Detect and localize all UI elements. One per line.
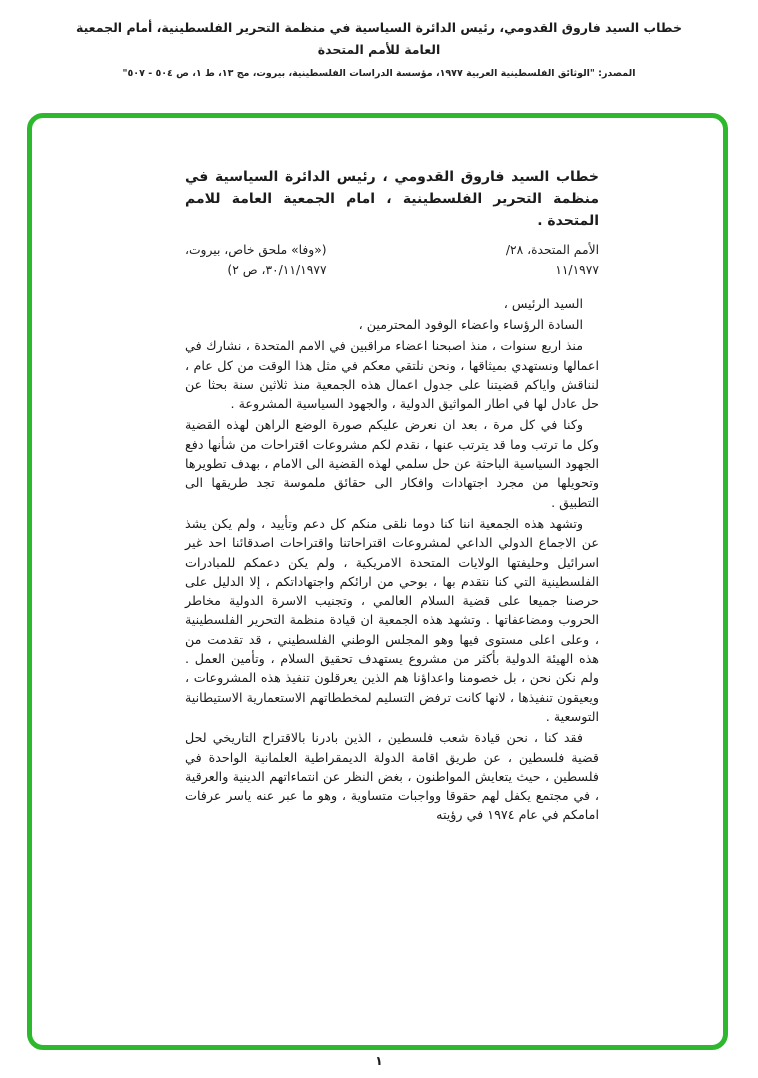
- reference-un-line2: ١١/١٩٧٧: [555, 263, 599, 277]
- reference-wafa: [185, 241, 327, 280]
- document-body: [185, 294, 599, 825]
- document-title: خطاب السيد فاروق القدومي ، رئيس الدائرة السياسية في منظمة التحرير الفلسطينية ، امام الجمعية العامة للامم المتحدة .: [185, 169, 599, 230]
- reference-un: [506, 241, 599, 280]
- reference-wafa-line1: («وفا» ملحق خاص، بيروت،: [185, 243, 327, 258]
- paragraph: وكنا في كل مرة ، بعد ان نعرض عليكم صورة الوضع الراهن لهذه القضية وكل ما ترتب وما قد يترتب عنها ، نقدم لكم مشروعات اقتراحات من شأنها دفع الجهود السياسية الباحثة عن حل سلمي لهذه القضية الى الامام ، بهدف تطويرها وتحويلها من مجرد اجتهادات وافكار الى حقائق ملموسة تجد طريقها الى التطبيق .: [185, 417, 599, 510]
- paragraph: فقد كنا ، نحن قيادة شعب فلسطين ، الذين بادرنا بالاقتراح التاريخي لحل قضية فلسطين ، عن طريق اقامة الدولة الديمقراطية العلمانية الواحدة في فلسطين ، حيث يتعايش المواطنون ، بغض النظر عن انتماءاتهم الدينية والعرقية ، في مجتمع يكفل لهم حقوقا وواجبات متساوية ، وهو ما عبر عنه ياسر عرفات امامكم في عام ١٩٧٤ في رؤيته: [185, 730, 599, 823]
- page-header-title: خطاب السيد فاروق القدومي، رئيس الدائرة السياسية في منظمة التحرير الفلسطينية، أمام الجمعية العامة للأمم المتحدة: [75, 20, 682, 57]
- reference-wafa-line2: ٣٠/١١/١٩٧٧، ص ٢): [227, 263, 327, 277]
- paragraph: وتشهد هذه الجمعية اننا كنا دوما نلقى منكم كل دعم وتأييد ، ولم يكن يشذ عن الاجماع الدولي الداعي لمشروعات اقتراحاتنا واقتراحات اصدقائنا احد غير اسرائيل وحليفتها الولايات المتحدة الامريكية ، ولم يكن دعمكم للمبادرات الفلسطينية التي كنا نتقدم بها ، بوحي من ارائكم واجتهاداتكم ، إلا الدليل على حرصنا جميعا على قضية السلام العالمي ، وتجنيب الاسرة الدولية مخاطر الحروب ومضاعفاتها . وتشهد هذه الجمعية ان قيادة منظمة التحرير الفلسطينية ، وعلى اعلى مستوى فيها وهو المجلس الوطني الفلسطيني ، قد تقدمت من هذه الهيئة الدولية بأكثر من مشروع يستهدف تحقيق السلام ، وتأمين العمل . ولم نكن نحن ، بل خصومنا واعداؤنا هم الذين يعرقلون تنفيذ هذه المشروعات ، ويعيقون تنفيذها ، لانها كانت ترفض التسليم لمخططاتهم الاستعمارية الاستيطانية التوسعية .: [185, 515, 599, 724]
- paragraph: السادة الرؤساء واعضاء الوفود المحترمين ،: [358, 316, 583, 332]
- reference-un-line1: الأمم المتحدة، ٢٨/: [505, 243, 599, 258]
- source-line: المصدر: "الوثائق الفلسطينية العربية ١٩٧٧، مؤسسة الدراسات الفلسطينية، بيروت، مج ١٣، ط ١، ص ٥٠٤ - ٥٠٧": [122, 67, 636, 79]
- document-frame: [27, 113, 728, 1050]
- reference-block: [185, 241, 599, 280]
- paragraph: السيد الرئيس ،: [503, 295, 583, 311]
- content-column: [185, 166, 599, 825]
- paragraph: منذ اربع سنوات ، منذ اصبحنا اعضاء مراقبين في الامم المتحدة ، نشارك في اعمالها ونستهدي بميثاقها ، ونحن نلتقي معكم في مثل هذا الوقت من كل عام ، لنناقش واياكم قضيتنا على جدول اعمال هذه الجمعية منذ ثلاثين سنة بحثا عن حل عادل لها في اطار المواثيق الدولية ، والجهود السياسية المشروعة .: [185, 338, 599, 412]
- page-number: ١: [375, 1053, 383, 1068]
